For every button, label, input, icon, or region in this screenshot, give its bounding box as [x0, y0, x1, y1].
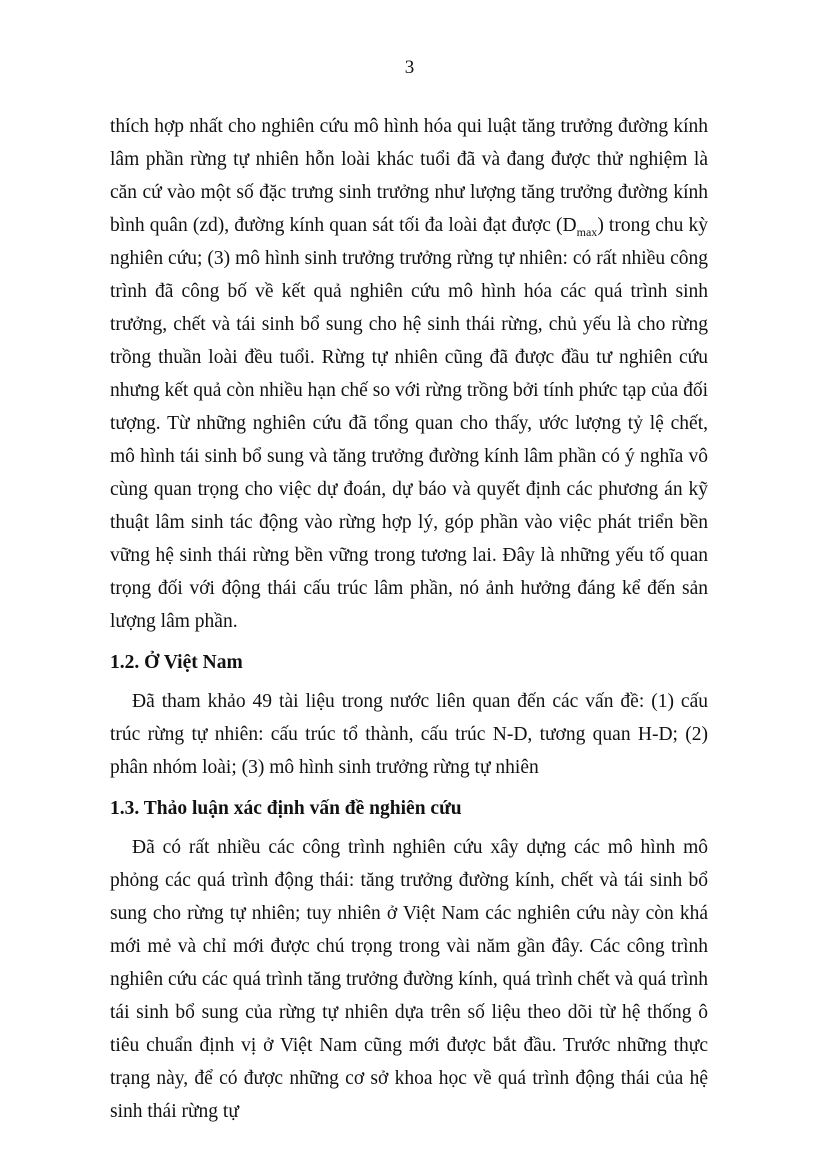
paragraph-vietnam: Đã tham khảo 49 tài liệu trong nước liên quan đến các vấn đề: (1) cấu trúc rừng tự nhiên: cấu trúc tổ thành, cấu trúc N-D, tương quan H-D; (2) phân nhóm loài; (3) mô hình sinh trưởng rừng tự nhiên	[110, 691, 708, 778]
document-body	[110, 110, 708, 1128]
section-heading-1-3: 1.3. Thảo luận xác định vấn đề nghiên cứu	[110, 798, 462, 819]
page-number: 3	[404, 57, 415, 78]
section-heading-1-2: 1.2. Ở Việt Nam	[110, 652, 243, 673]
paragraph-text: ) trong chu kỳ nghiên cứu; (3) mô hình sinh trưởng trưởng rừng tự nhiên: có rất nhiều công trình đã công bố về kết quả nghiên cứu mô hình hóa các quá trình sinh trưởng, chết và tái sinh bổ sung cho hệ sinh thái rừng, chủ yếu là cho rừng trồng thuần loài đều tuổi. Rừng tự nhiên cũng đã được đầu tư nghiên cứu nhưng kết quả còn nhiều hạn chế so với rừng trồng bởi tính phức tạp của đối tượng. Từ những nghiên cứu đã tổng quan cho thấy, ước lượng tỷ lệ chết, mô hình tái sinh bổ sung và tăng trưởng đường kính lâm phần có ý nghĩa vô cùng quan trọng cho việc dự đoán, dự báo và quyết định các phương án kỹ thuật lâm sinh tác động vào rừng hợp lý, góp phần vào việc phát triển bền vững hệ sinh thái rừng bền vững trong tương lai. Đây là những yếu tố quan trọng đối với động thái cấu trúc lâm phần, nó ảnh hưởng đáng kể đến sản lượng lâm phần.	[110, 215, 709, 632]
subscript-max: max	[576, 224, 598, 239]
paragraph-discussion: Đã có rất nhiều các công trình nghiên cứu xây dựng các mô hình mô phỏng các quá trình động thái: tăng trưởng đường kính, chết và tái sinh bổ sung cho rừng tự nhiên; tuy nhiên ở Việt Nam các nghiên cứu này còn khá mới mẻ và chỉ mới được chú trọng trong vài năm gần đây. Các công trình nghiên cứu các quá trình tăng trưởng đường kính, quá trình chết và quá trình tái sinh bổ sung của rừng tự nhiên dựa trên số liệu theo dõi từ hệ thống ô tiêu chuẩn định vị ở Việt Nam cũng mới được bắt đầu. Trước những thực trạng này, để có được những cơ sở khoa học về quá trình động thái của hệ sinh thái rừng tự	[110, 837, 708, 1122]
paragraph-text: thích hợp nhất cho nghiên cứu mô hình hóa qui luật tăng trưởng đường kính lâm phần rừng tự nhiên hỗn loài khác tuổi đã và đang được thử nghiệm là căn cứ vào một số đặc trưng sinh trưởng như lượng tăng trưởng đường kính bình quân (zd), đường kính quan sát tối đa loài đạt được (D	[110, 116, 708, 236]
paragraph-continued	[110, 110, 708, 638]
